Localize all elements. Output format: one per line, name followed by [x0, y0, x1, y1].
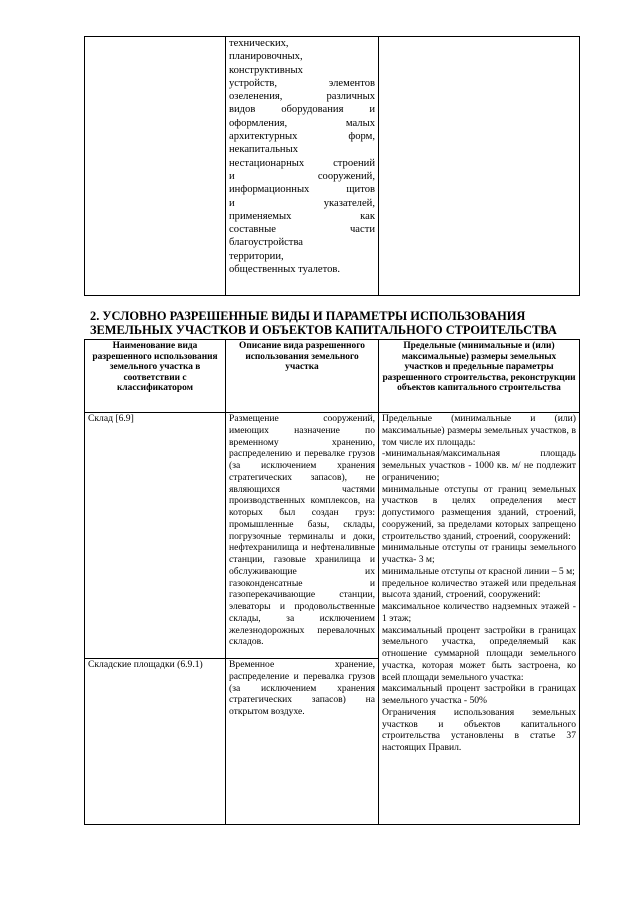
continuation-params-cell [379, 37, 580, 296]
section-heading-line1: 2. УСЛОВНО РАЗРЕШЕННЫЕ ВИДЫ И ПАРАМЕТРЫ ИСПОЛЬЗОВАНИЯ [90, 309, 526, 323]
param-paragraph: -минимальная/максимальная площадь земельных участков - 1000 кв. м/ не подлежит ограничению; [382, 448, 576, 483]
continuation-line: технических, [229, 38, 289, 49]
continuation-text [229, 37, 375, 276]
table-header-row [85, 340, 580, 413]
continuation-empty-cell [85, 37, 226, 296]
continuation-line: и указателей, [229, 197, 375, 209]
param-paragraph: минимальные отступы от границы земельного участка- 3 м; [382, 542, 576, 565]
section-heading-line2: ЗЕМЕЛЬНЫХ УЧАСТКОВ И ОБЪЕКТОВ КАПИТАЛЬНОГО СТРОИТЕЛЬСТВА [90, 323, 557, 337]
continuation-line: архитектурных форм, [229, 131, 375, 143]
param-paragraph: максимальный процент застройки в границах земельного участка, определяемый как отношение суммарной площади земельного участка, которая может быть застроена, ко всей площади земельного участка: [382, 624, 576, 683]
continuation-line: общественных туалетов. [229, 264, 341, 276]
continuation-line: некапитальных [229, 144, 299, 156]
continuation-line: и сооружений, [229, 170, 375, 182]
header-parameters: Предельные (минимальные и (или) максимальные) размеры земельных участков и предельные параметры разрешенного строительства, реконструкции объектов капитального строительства [379, 340, 580, 413]
continuation-line: озеленения, различных [229, 91, 375, 103]
use-description-cell: Размещение сооружений, имеющих назначение по временному хранению, распределению и перевалке грузов (за исключением хранения стратегических запасов), не являющихся частями производственных комплексов, на которых был создан груз: промышленные базы, склады, погрузочные терминалы и доки, нефтехранилища и нефтеналивные станции, газовые хранилища и обслуживающие их газоконденсатные и газоперекачивающие станции, элеваторы и продовольственные склады, за исключением железнодорожных перевалочных складов. [226, 413, 379, 659]
param-paragraph: минимальные отступы от красной линии – 5 м; [382, 565, 575, 577]
param-paragraph: Предельные (минимальные и (или) максимальные) размеры земельных участков, в том числе их площадь: [382, 413, 576, 448]
use-name-cell: Складские площадки (6.9.1) [85, 659, 226, 825]
table-row [85, 413, 580, 659]
continuation-table [84, 36, 580, 296]
param-paragraph: максимальный процент застройки в границах земельного участка - 50% [382, 683, 576, 706]
header-use-name: Наименование вида разрешенного использования земельного участка в соответствии с классификатором [85, 340, 226, 413]
param-paragraph: максимальное количество надземных этажей - 1 этаж; [382, 601, 576, 624]
param-paragraph: предельное количество этажей или предельная высота зданий, строений, сооружений: [382, 577, 576, 601]
param-paragraph: Ограничения использования земельных участков и объектов капитального строительства установлены в статье 37 настоящих Правил. [382, 706, 576, 753]
continuation-description-cell [226, 37, 379, 296]
section-heading [90, 309, 590, 337]
continuation-line: составные части [229, 224, 375, 236]
conditional-uses-table [84, 339, 580, 825]
continuation-line: планировочных, [229, 51, 303, 63]
continuation-line: конструктивных [229, 64, 303, 76]
continuation-line: нестационарных строений [229, 157, 375, 169]
parameters-cell [379, 413, 580, 825]
continuation-line: территории, [229, 250, 284, 262]
continuation-line: благоустройства [229, 237, 304, 249]
continuation-line: устройств, элементов [229, 77, 375, 89]
header-use-description: Описание вида разрешенного использования земельного участка [226, 340, 379, 413]
continuation-line: применяемых как [229, 210, 375, 222]
continuation-line: видов оборудования и [229, 104, 375, 116]
continuation-line: оформления, малых [229, 117, 375, 129]
continuation-line: информационных щитов [229, 184, 375, 196]
param-paragraph: минимальные отступы от границ земельных участков в целях определения мест допустимого размещения зданий, строений, сооружений, за пределами которых запрещено строительство зданий, строений, сооружений: [382, 483, 576, 542]
use-name-cell: Склад [6.9] [85, 413, 226, 659]
use-description-cell: Временное хранение, распределение и перевалка грузов (за исключением хранения стратегических запасов) на открытом воздухе. [226, 659, 379, 825]
